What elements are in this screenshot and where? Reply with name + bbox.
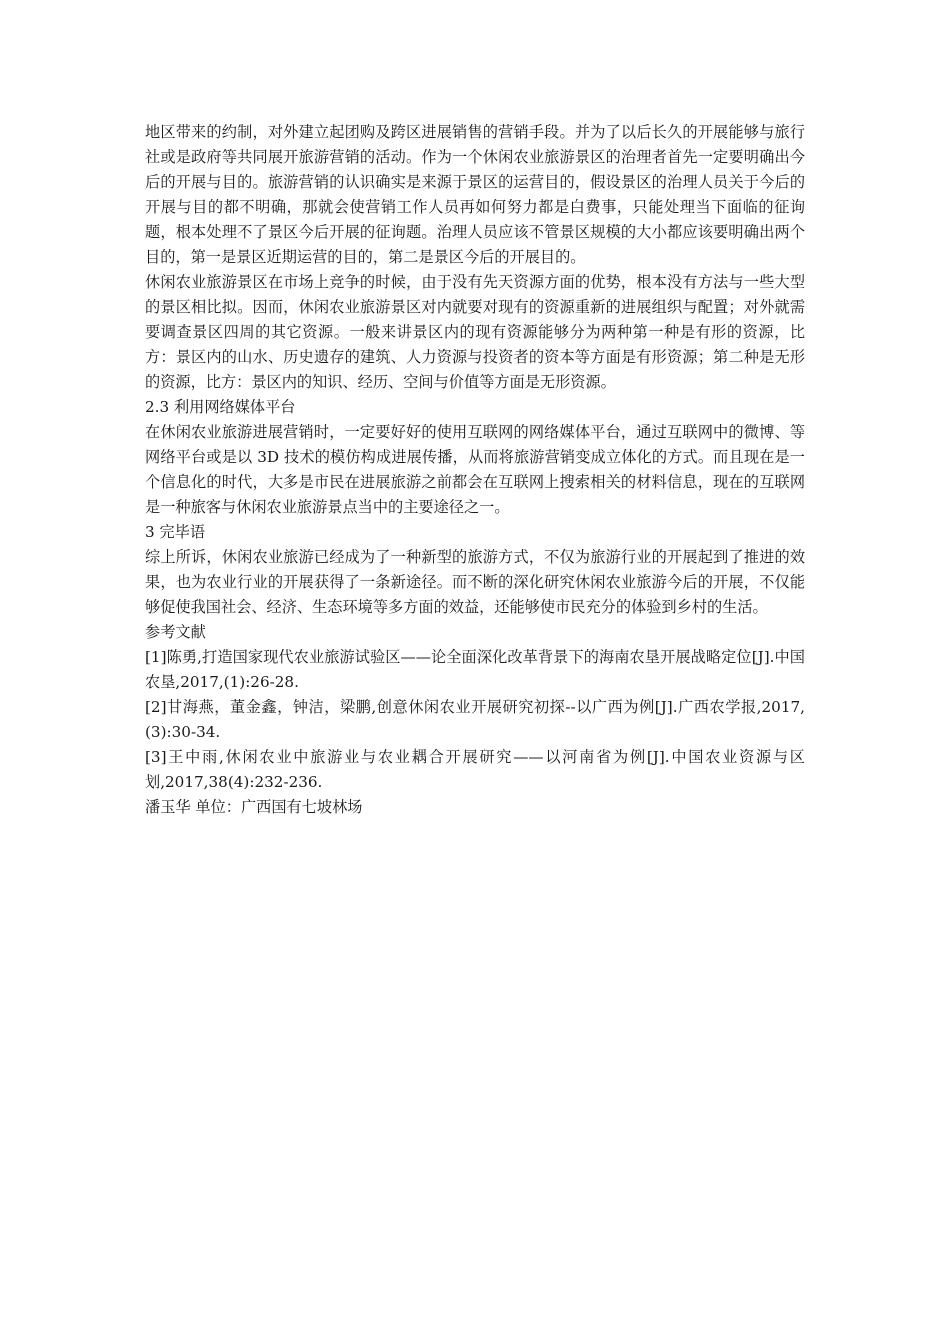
reference-list	[145, 645, 805, 795]
reference-item-3: [3]王中雨,休闲农业中旅游业与农业耦合开展研究——以河南省为例[J].中国农业资源与区划,2017,38(4):232-236.	[145, 748, 805, 791]
paragraph-conclusion: 综上所诉，休闲农业旅游已经成为了一种新型的旅游方式，不仅为旅游行业的开展起到了推进的效果，也为农业行业的开展获得了一条新途径。而不断的深化研究休闲农业旅游今后的开展，不仅能够促使我国社会、经济、生态环境等多方面的效益，还能够使市民充分的体验到乡村的生活。	[145, 548, 805, 616]
paragraph-network-media: 在休闲农业旅游进展营销时，一定要好好的使用互联网的网络媒体平台，通过互联网中的微博、等网络平台或是以 3D 技术的模仿构成进展传播，从而将旅游营销变成立体化的方式。而且现在是一个信息化的时代，大多是市民在进展旅游之前都会在互联网上搜索相关的材料信息，现在的互联网是一种旅客与休闲农业旅游景点当中的主要途径之一。	[145, 423, 805, 516]
reference-item-2: [2]甘海燕，董金鑫，钟洁，梁鹏,创意休闲农业开展研究初探--以广西为例[J].广西农学报,2017,(3):30-34.	[145, 698, 805, 741]
paragraph-marketing-goals: 地区带来的约制，对外建立起团购及跨区进展销售的营销手段。并为了以后长久的开展能够与旅行社或是政府等共同展开旅游营销的活动。作为一个休闲农业旅游景区的治理者首先一定要明确出今后的开展与目的。旅游营销的认识确实是来源于景区的运营目的，假设景区的治理人员关于今后的开展与目的都不明确，那就会使营销工作人员再如何努力都是白费事，只能处理当下面临的征询题，根本处理不了景区今后开展的征询题。治理人员应该不管景区规模的大小都应该要明确出两个目的，第一是景区近期运营的目的，第二是景区今后的开展目的。	[145, 123, 805, 266]
section-heading-conclusion: 3 完毕语	[145, 523, 206, 541]
references-heading: 参考文献	[145, 623, 206, 641]
document-body	[145, 120, 805, 820]
author-affiliation: 潘玉华 单位：广西国有七坡林场	[145, 798, 363, 816]
reference-item-1: [1]陈勇,打造国家现代农业旅游试验区——论全面深化改革背景下的海南农垦开展战略定位[J].中国农垦,2017,(1):26-28.	[145, 648, 805, 691]
paragraph-resources: 休闲农业旅游景区在市场上竞争的时候，由于没有先天资源方面的优势，根本没有方法与一些大型的景区相比拟。因而，休闲农业旅游景区对内就要对现有的资源重新的进展组织与配置；对外就需要调查景区四周的其它资源。一般来讲景区内的现有资源能够分为两种第一种是有形的资源，比方：景区内的山水、历史遗存的建筑、人力资源与投资者的资本等方面是有形资源；第二种是无形的资源，比方：景区内的知识、经历、空间与价值等方面是无形资源。	[145, 273, 805, 391]
section-heading-2-3: 2.3 利用网络媒体平台	[145, 398, 296, 416]
